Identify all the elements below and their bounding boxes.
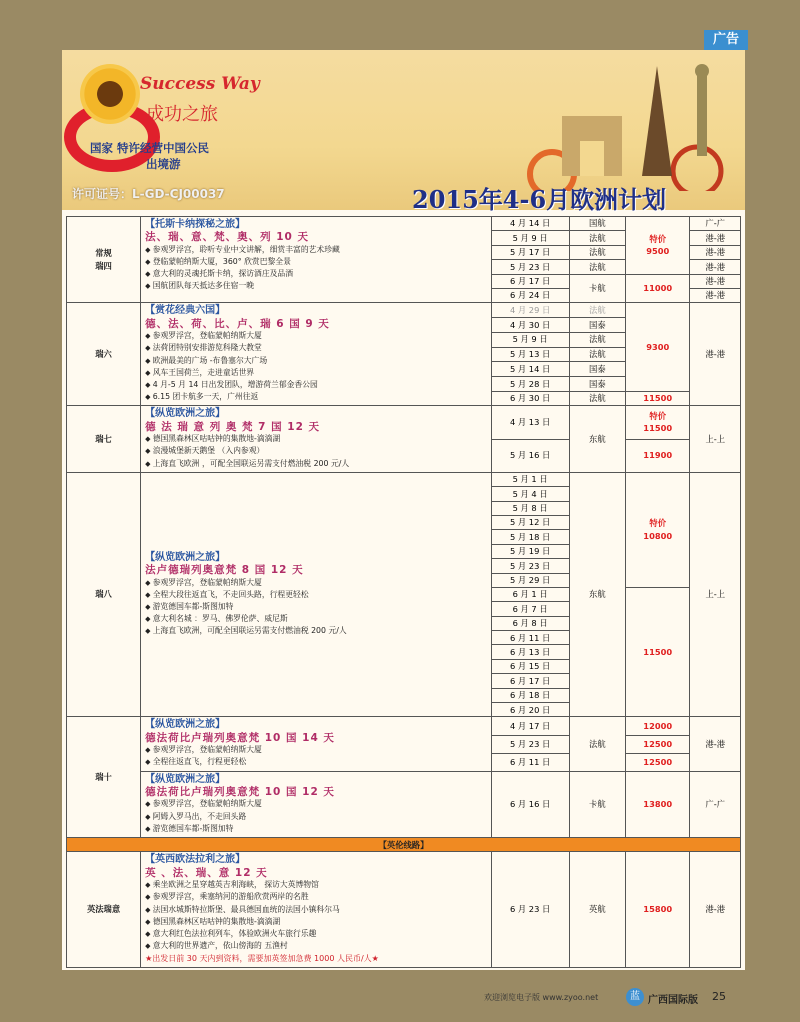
price-value: 13800	[625, 771, 690, 837]
departure-date: 4 月 17 日	[491, 717, 569, 735]
route-name: 【纵览欧洲之旅】	[145, 719, 226, 731]
departure-date: 4 月 29 日	[491, 303, 569, 318]
price-value: 11500	[625, 391, 690, 406]
price	[625, 217, 690, 275]
highlight: ◆ 6.15 团卡航多一天，广州往返	[145, 391, 487, 403]
highlight: ◆ 参观罗浮宫，登临蒙帕纳斯大厦	[145, 577, 487, 589]
price-value: 15800	[625, 852, 690, 967]
table-row	[67, 852, 741, 967]
departure-date: 5 月 23 日	[491, 735, 569, 753]
sunflower-icon	[80, 64, 140, 124]
table-row	[67, 472, 741, 486]
airline: 法航	[569, 332, 625, 347]
highlight: ◆ 4 月-5 月 14 日出发团队，增游荷兰郁金香公园	[145, 379, 487, 391]
departure-date: 5 月 1 日	[491, 472, 569, 486]
departure-date: 6 月 23 日	[491, 852, 569, 967]
highlight: ◆ 浪漫城堡新天鹅堡 （入内参观）	[145, 445, 487, 457]
departure-date: 6 月 11 日	[491, 753, 569, 771]
highlight: ◆ 参观罗浮宫，乘塞纳河的游船欣赏两岸的名胜	[145, 891, 487, 903]
departure-date: 6 月 16 日	[491, 771, 569, 837]
departure-date: 5 月 9 日	[491, 231, 569, 245]
highlight: ◆ 参观罗浮宫，登临蒙帕纳斯大厦	[145, 798, 487, 810]
departure-date: 5 月 8 日	[491, 501, 569, 515]
gateway: 广-广	[690, 217, 741, 231]
departure-date: 6 月 18 日	[491, 688, 569, 702]
table-row	[67, 717, 741, 735]
airline: 国航	[569, 217, 625, 231]
table-row	[67, 406, 741, 439]
table-row	[67, 303, 741, 318]
highlight: ◆ 登临蒙帕纳斯大厦，360° 欣赏巴黎全景	[145, 256, 487, 268]
highlight: ◆ 参观罗浮宫，聆听专业中文讲解，细赏丰富的艺术珍藏	[145, 244, 487, 256]
brand-desc-line2: 出境游	[146, 157, 181, 171]
departure-date: 5 月 28 日	[491, 376, 569, 391]
route-code: 常规 瑞四	[67, 217, 141, 303]
highlight: ◆ 意大利名城 ：罗马、佛罗伦萨、威尼斯	[145, 613, 487, 625]
highlight: ◆ 国航团队每天抵达多住宿一晚	[145, 280, 487, 292]
edition-label: 广西国际版	[648, 995, 698, 1006]
route-code: 瑞七	[67, 406, 141, 472]
departure-date: 5 月 23 日	[491, 260, 569, 274]
route-name: 【纵览欧洲之旅】	[145, 551, 226, 563]
departure-date: 6 月 13 日	[491, 645, 569, 659]
price-value: 12500	[625, 753, 690, 771]
price-label: 特价	[649, 518, 667, 529]
highlight: ◆ 欧洲最美的广场 -布鲁塞尔大广场	[145, 355, 487, 367]
header-banner	[62, 50, 745, 214]
airline: 法航	[569, 391, 625, 406]
departure-date: 5 月 19 日	[491, 544, 569, 558]
departure-date: 5 月 17 日	[491, 245, 569, 259]
route-code: 瑞八	[67, 472, 141, 717]
section-header	[67, 838, 741, 852]
page-title: 2015年4-6月欧洲计划	[412, 185, 667, 214]
airline: 法航	[569, 231, 625, 245]
price-value: 9500	[646, 246, 670, 257]
gateway: 港-港	[690, 303, 741, 406]
flyer-sheet	[62, 50, 745, 970]
departure-date: 6 月 17 日	[491, 274, 569, 288]
departure-date: 5 月 14 日	[491, 362, 569, 377]
airline: 国泰	[569, 362, 625, 377]
price-value: 11500	[625, 587, 690, 717]
route-countries: 法卢德瑞列奥意梵 8 国 12 天	[145, 564, 304, 577]
airline: 法航	[569, 717, 625, 771]
price-value: 10800	[643, 530, 673, 541]
section-title: 【英伦线路】	[67, 838, 741, 852]
departure-date: 6 月 17 日	[491, 674, 569, 688]
highlight: ◆ 全程往返直飞，行程更轻松	[145, 756, 487, 768]
departure-date: 5 月 23 日	[491, 559, 569, 573]
departure-date: 6 月 1 日	[491, 587, 569, 601]
price-label: 特价	[649, 233, 667, 244]
departure-date: 4 月 30 日	[491, 318, 569, 333]
airline: 法航	[569, 245, 625, 259]
price-value: 9300	[625, 303, 690, 391]
route-countries: 德法荷比卢瑞列奥意梵 10 国 14 天	[145, 731, 335, 744]
gateway: 港-港	[690, 717, 741, 771]
table-row	[67, 771, 741, 837]
price-label: 特价	[649, 411, 667, 422]
route-code: 瑞六	[67, 303, 141, 406]
highlight: ◆ 风车王国荷兰，走进童话世界	[145, 367, 487, 379]
table-row	[67, 217, 741, 231]
departure-date: 6 月 20 日	[491, 703, 569, 717]
highlight: ◆ 游览德国车都-斯图加特	[145, 823, 487, 835]
highlight: ◆ 法荷团特别安排游览科隆大教堂	[145, 342, 487, 354]
route-countries: 法、瑞、意、梵、奥、列 10 天	[145, 231, 310, 244]
airline: 卡航	[569, 771, 625, 837]
highlight: ◆ 法国水城斯特拉斯堡、最具德国血统的法国小镇科尔马	[145, 904, 487, 916]
highlight: ◆ 参观罗浮宫，登临蒙帕纳斯大厦	[145, 330, 487, 342]
route-description	[141, 472, 492, 717]
route-code: 瑞十	[67, 717, 141, 838]
ad-tag: 广告	[704, 30, 748, 50]
highlight: ◆ 意大利的灵魂托斯卡纳，探访酒庄及品酒	[145, 268, 487, 280]
brand-english: Success Way	[140, 74, 260, 94]
highlight: ◆ 游览德国车都-斯图加特	[145, 601, 487, 613]
airline: 法航	[569, 303, 625, 318]
page-number: 25	[712, 990, 726, 1003]
price-value: 11500	[643, 423, 673, 434]
highlight: ◆ 阿姆入罗马出，不走回头路	[145, 811, 487, 823]
route-description	[141, 852, 492, 967]
route-name: 【托斯卡纳探秘之旅】	[145, 219, 246, 230]
airline: 东航	[569, 406, 625, 472]
highlight: ◆ 参观罗浮宫，登临蒙帕纳斯大厦	[145, 744, 487, 756]
route-description	[141, 406, 492, 472]
price-value: 12000	[625, 717, 690, 735]
brand-desc-line1: 国家 特许经营中国公民	[90, 141, 210, 155]
airline: 国泰	[569, 318, 625, 333]
route-description	[141, 717, 492, 771]
price	[625, 406, 690, 439]
departure-date: 5 月 13 日	[491, 347, 569, 362]
route-description	[141, 303, 492, 406]
departure-date: 6 月 15 日	[491, 659, 569, 673]
departure-date: 5 月 29 日	[491, 573, 569, 587]
gateway: 广-广	[690, 771, 741, 837]
airline: 东航	[569, 472, 625, 717]
departure-date: 4 月 13 日	[491, 406, 569, 439]
airline: 法航	[569, 347, 625, 362]
gateway: 港-港	[690, 274, 741, 288]
price-value: 11900	[625, 439, 690, 472]
schedule-table	[66, 216, 741, 968]
route-name: 【赏花经典六国】	[145, 305, 226, 317]
highlight: ◆ 全程大段往返直飞，不走回头路，行程更轻松	[145, 589, 487, 601]
visa-warning: ★出发日前 30 天内到资料，需要加英签加急费 1000 人民币/人★	[145, 953, 379, 963]
airline: 英航	[569, 852, 625, 967]
highlight: ◆ 意大利的世界遗产，依山傍海的 五渔村	[145, 940, 487, 952]
route-name: 【纵览欧洲之旅】	[145, 773, 226, 785]
gateway: 港-港	[690, 231, 741, 245]
gateway: 上-上	[690, 472, 741, 717]
highlight: ◆ 上海直飞欧洲 ，可配全国联运另需支付燃油税 200 元/人	[145, 458, 487, 470]
departure-date: 6 月 8 日	[491, 616, 569, 630]
highlight: ◆ 德国黑森林区咕咕钟的集散地-滴滴湖	[145, 916, 487, 928]
website-text: 欢迎浏览电子版 www.zyoo.net	[484, 993, 599, 1002]
route-description	[141, 217, 492, 303]
route-countries: 英 、法、瑞、意 12 天	[145, 866, 268, 879]
departure-date: 6 月 7 日	[491, 602, 569, 616]
departure-date: 5 月 12 日	[491, 515, 569, 529]
route-code: 英法瑞意	[67, 852, 141, 967]
gateway: 港-港	[690, 852, 741, 967]
departure-date: 6 月 11 日	[491, 631, 569, 645]
route-name: 【英西欧法拉利之旅】	[145, 854, 246, 866]
departure-date: 6 月 30 日	[491, 391, 569, 406]
departure-date: 4 月 14 日	[491, 217, 569, 231]
gateway: 港-港	[690, 260, 741, 274]
highlight: ◆ 乘坐欧洲之星穿越英吉利海峡， 探访大英博物馆	[145, 879, 487, 891]
price	[625, 472, 690, 587]
airline: 法航	[569, 260, 625, 274]
highlight: ◆ 上海直飞欧洲，可配全国联运另需支付燃油税 200 元/人	[145, 625, 487, 637]
highlight: ◆ 意大利红色法拉利列车，体验欧洲火车旅行乐趣	[145, 928, 487, 940]
license-number: 许可证号：L-GD-CJ00037	[72, 187, 225, 201]
departure-date: 6 月 24 日	[491, 288, 569, 302]
route-description	[141, 771, 492, 837]
price-value: 12500	[625, 735, 690, 753]
highlight: ◆ 德国黑森林区咕咕钟的集散地-滴滴湖	[145, 433, 487, 445]
route-countries: 德、法、荷、比、卢、瑞 6 国 9 天	[145, 317, 330, 330]
gateway: 港-港	[690, 288, 741, 302]
route-countries: 德 法 瑞 意 列 奥 梵 7 国 12 天	[145, 420, 321, 433]
european-landmarks-icon	[492, 56, 742, 191]
departure-date: 5 月 16 日	[491, 439, 569, 472]
airline: 卡航	[569, 274, 625, 303]
brand-chinese: 成功之旅	[146, 104, 218, 125]
gateway: 上-上	[690, 406, 741, 472]
departure-date: 5 月 4 日	[491, 487, 569, 501]
route-name: 【纵览欧洲之旅】	[145, 408, 226, 420]
publication-mark-icon: 蓝	[626, 988, 644, 1006]
gateway: 港-港	[690, 245, 741, 259]
airline: 国泰	[569, 376, 625, 391]
page-footer	[0, 984, 800, 1014]
route-countries: 德法荷比卢瑞列奥意梵 10 国 12 天	[145, 786, 335, 799]
price-value: 11000	[625, 274, 690, 303]
departure-date: 5 月 9 日	[491, 332, 569, 347]
departure-date: 5 月 18 日	[491, 530, 569, 544]
